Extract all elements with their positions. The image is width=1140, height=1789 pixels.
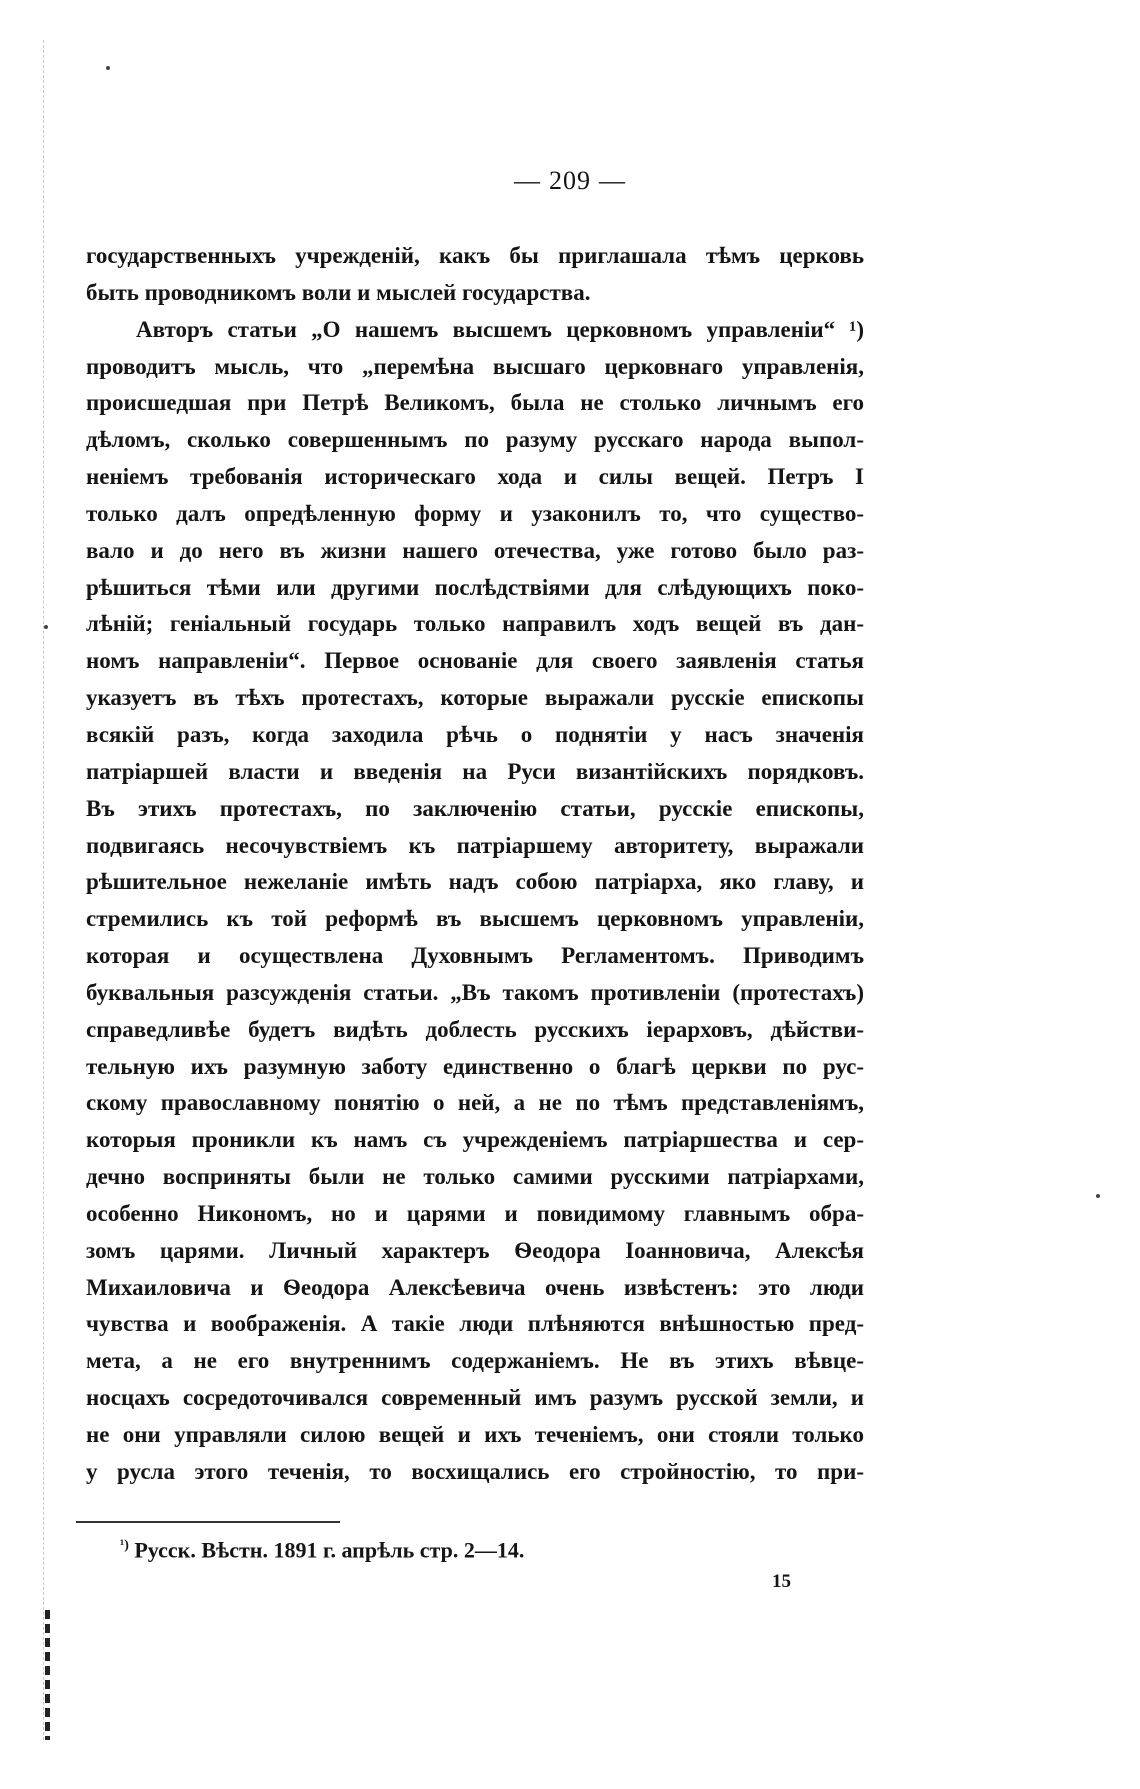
signature-mark: 15 [772,1571,791,1592]
paper-speck [1096,1194,1100,1198]
binding-edge-line [43,40,45,1740]
text-line: Въ этихъ протестахъ, по заключенію статьи, русскіе епископы, [86,795,864,821]
text-line: буквальныя разсужденія статьи. „Въ такомъ противленіи (протестахъ) [86,979,864,1005]
footnote-marker: ¹) [120,1538,129,1553]
page-number-dash-left: — [514,166,541,195]
text-line: чувства и воображенія. А такіе люди плѣняются внѣшностью пред- [86,1311,864,1337]
page-number [0,166,1140,196]
text-line: стремились къ той реформѣ въ высшемъ церковномъ управленіи, [86,906,864,932]
binding-stitch-marks [45,1610,50,1740]
text-line: мета, а не его внутреннимъ содержаніемъ. Не въ этихъ вѣвце- [86,1348,864,1374]
text-line: происшедшая при Петрѣ Великомъ, была не столько личнымъ его [86,390,864,416]
main-text-block [86,238,864,1491]
footnote [120,1530,524,1566]
text-line: патріаршей власти и введенія на Руси византійскихъ порядковъ. [86,758,864,784]
footnote-text: Русск. Вѣстн. 1891 г. апрѣль стр. 2—14. [134,1537,525,1563]
text-line: быть проводникомъ воли и мыслей государства. [86,279,591,305]
footnote-separator [76,1521,340,1523]
text-line: Авторъ статьи „О нашемъ высшемъ церковномъ управленіи“ ¹) [136,316,864,342]
paper-speck [106,66,110,70]
text-line: указуетъ въ тѣхъ протестахъ, которые выражали русскіе епископы [86,685,864,711]
text-line: которая и осуществлена Духовнымъ Регламентомъ. Приводимъ [86,943,864,969]
text-line: у русла этого теченія, то восхищались его стройностію, то при- [86,1458,864,1484]
text-line: Михаиловича и Ѳеодора Алексѣевича очень извѣстенъ: это люди [86,1274,864,1300]
text-line: государственныхъ учрежденій, какъ бы приглашала тѣмъ церковь [86,243,864,268]
text-line: проводитъ мысль, что „перемѣна высшаго церковнаго управленія, [86,353,864,379]
text-line: рѣшиться тѣми или другими послѣдствіями для слѣдующихъ поко- [86,574,864,600]
text-line: дечно восприняты были не только самими русскими патріархами, [86,1164,864,1190]
text-line: рѣшительное нежеланіе имѣть надъ собою патріарха, яко главу, и [86,869,864,895]
text-line: особенно Никономъ, но и царями и повидимому главнымъ обра- [86,1200,864,1226]
text-line: скому православному понятію о ней, а не по тѣмъ представленіямъ, [86,1090,864,1116]
text-line: подвигаясь несочувствіемъ къ патріаршему авторитету, выражали [86,832,864,858]
text-line: не они управляли силою вещей и ихъ теченіемъ, они стояли только [86,1422,864,1447]
text-line: носцахъ сосредоточивался современный имъ разумъ русской земли, и [86,1385,864,1411]
page-number-dash-right: — [599,166,626,195]
text-line: вало и до него въ жизни нашего отечества, уже готово было раз- [86,537,864,563]
paper-speck [44,625,48,629]
page-number-value: 209 [549,166,591,195]
text-line: лѣній; геніальный государь только направилъ ходъ вещей въ дан- [86,611,864,637]
text-line: только далъ опредѣленную форму и узаконилъ то, что существо- [86,500,864,526]
text-line: неніемъ требованія историческаго хода и силы вещей. Петръ I [86,464,864,490]
text-line: зомъ царями. Личный характеръ Ѳеодора Іоанновича, Алексѣя [86,1237,864,1263]
text-line: номъ направленіи“. Первое основаніе для своего заявленія статья [86,648,864,674]
text-line: всякій разъ, когда заходила рѣчь о поднятіи у насъ значенія [86,721,864,747]
text-line: которыя проникли къ намъ съ учрежденіемъ патріаршества и сер- [86,1127,864,1153]
text-line: дѣломъ, сколько совершеннымъ по разуму русскаго народа выпол- [86,427,864,453]
text-line: тельную ихъ разумную заботу единственно о благѣ церкви по рус- [86,1053,864,1079]
text-line: справедливѣе будетъ видѣть доблесть русскихъ іерарховъ, дѣйстви- [86,1016,864,1042]
